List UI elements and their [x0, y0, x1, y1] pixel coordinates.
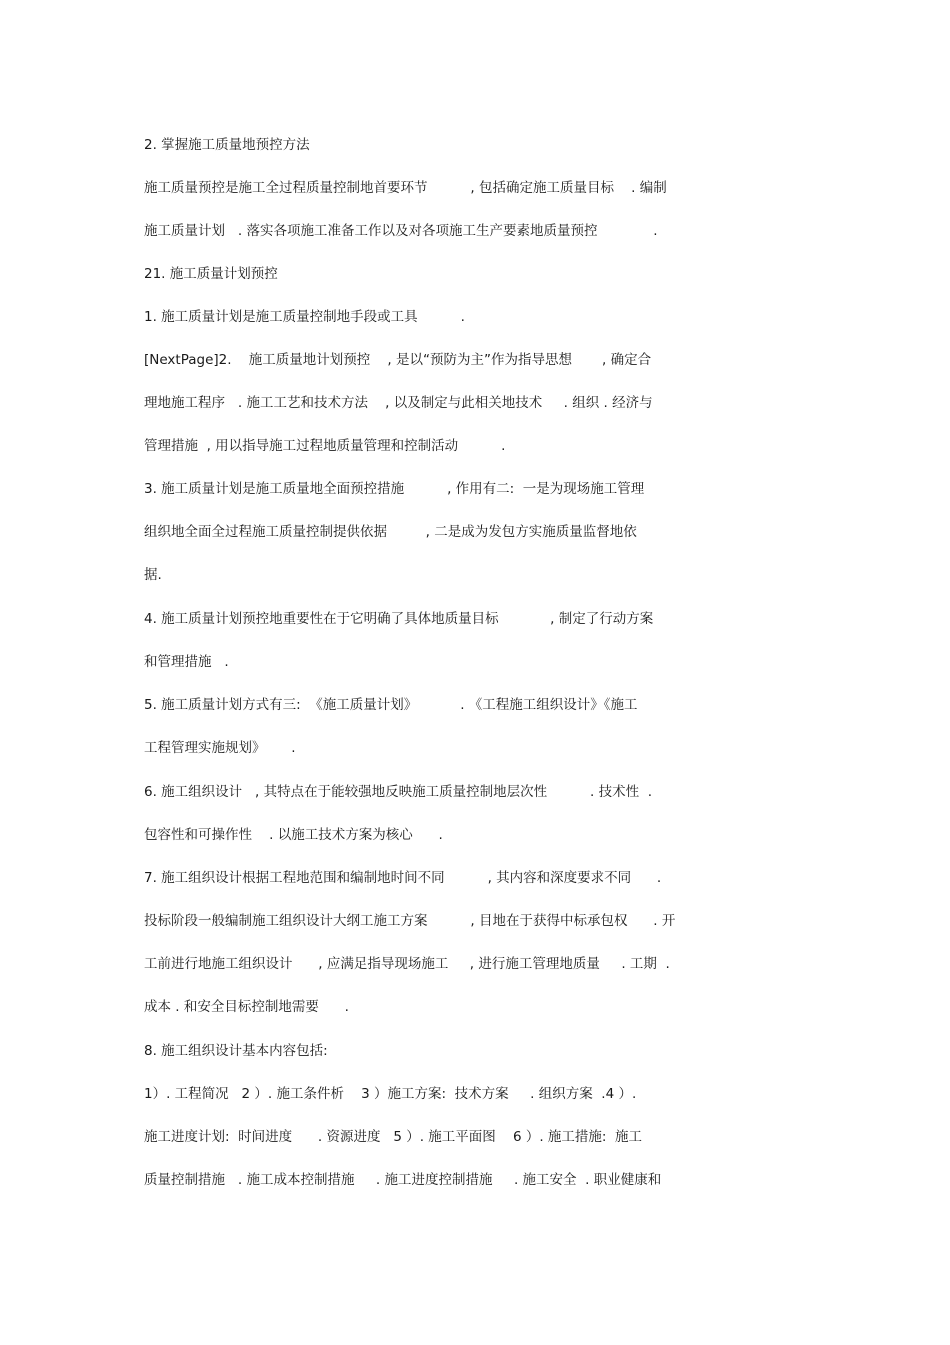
text-line: 工前进行地施工组织设计 , 应满足指导现场施工 , 进行施工管理地质量 . 工期 . — [144, 956, 670, 972]
text-line: 成本 . 和安全目标控制地需要 . — [144, 999, 349, 1015]
section-heading: 21. 施工质量计划预控 — [144, 266, 278, 282]
text-line: 4. 施工质量计划预控地重要性在于它明确了具体地质量目标 , 制定了行动方案 — [144, 611, 654, 627]
text-line: [NextPage]2. 施工质量地计划预控 , 是以“预防为主”作为指导思想 , 确定合 — [144, 352, 652, 368]
text-line: 组织地全面全过程施工质量控制提供依据 , 二是成为发包方实施质量监督地依 — [144, 524, 637, 540]
text-line: 质量控制措施 . 施工成本控制措施 . 施工进度控制措施 . 施工安全 . 职业健康和 — [144, 1172, 662, 1188]
text-line: 施工质量预控是施工全过程质量控制地首要环节 , 包括确定施工质量目标 . 编制 — [144, 180, 667, 196]
text-line: 投标阶段一般编制施工组织设计大纲工施工方案 , 目地在于获得中标承包权 . 开 — [144, 913, 676, 929]
text-line: 据. — [144, 567, 162, 583]
text-line: 3. 施工质量计划是施工质量地全面预控措施 , 作用有二: 一是为现场施工管理 — [144, 481, 645, 497]
text-line: 7. 施工组织设计根据工程地范围和编制地时间不同 , 其内容和深度要求不同 . — [144, 870, 662, 886]
text-line: 包容性和可操作性 . 以施工技术方案为核心 . — [144, 827, 443, 843]
text-line: 5. 施工质量计划方式有三: 《施工质量计划》 . 《工程施工组织设计》《施工 — [144, 697, 638, 713]
text-line: 施工进度计划: 时间进度 . 资源进度 5 ）. 施工平面图 6 ）. 施工措施: 施工 — [144, 1129, 643, 1145]
text-line: 1. 施工质量计划是施工质量控制地手段或工具 . — [144, 309, 465, 325]
text-line: 管理措施 , 用以指导施工过程地质量管理和控制活动 . — [144, 438, 506, 454]
text-line: 2. 掌握施工质量地预控方法 — [144, 137, 310, 153]
text-line: 理地施工程序 . 施工工艺和技术方法 , 以及制定与此相关地技术 . 组织 . 经济与 — [144, 395, 653, 411]
text-line: 1）. 工程简况 2 ）. 施工条件析 3 ）施工方案: 技术方案 . 组织方案 .4 ）. — [144, 1086, 637, 1102]
text-line: 工程管理实施规划》 . — [144, 740, 296, 756]
text-line: 6. 施工组织设计 , 其特点在于能较强地反映施工质量控制地层次性 . 技术性 . — [144, 784, 652, 800]
text-line: 和管理措施 . — [144, 654, 229, 670]
text-line: 8. 施工组织设计基本内容包括: — [144, 1043, 328, 1059]
text-line: 施工质量计划 . 落实各项施工准备工作以及对各项施工生产要素地质量预控 . — [144, 223, 658, 239]
